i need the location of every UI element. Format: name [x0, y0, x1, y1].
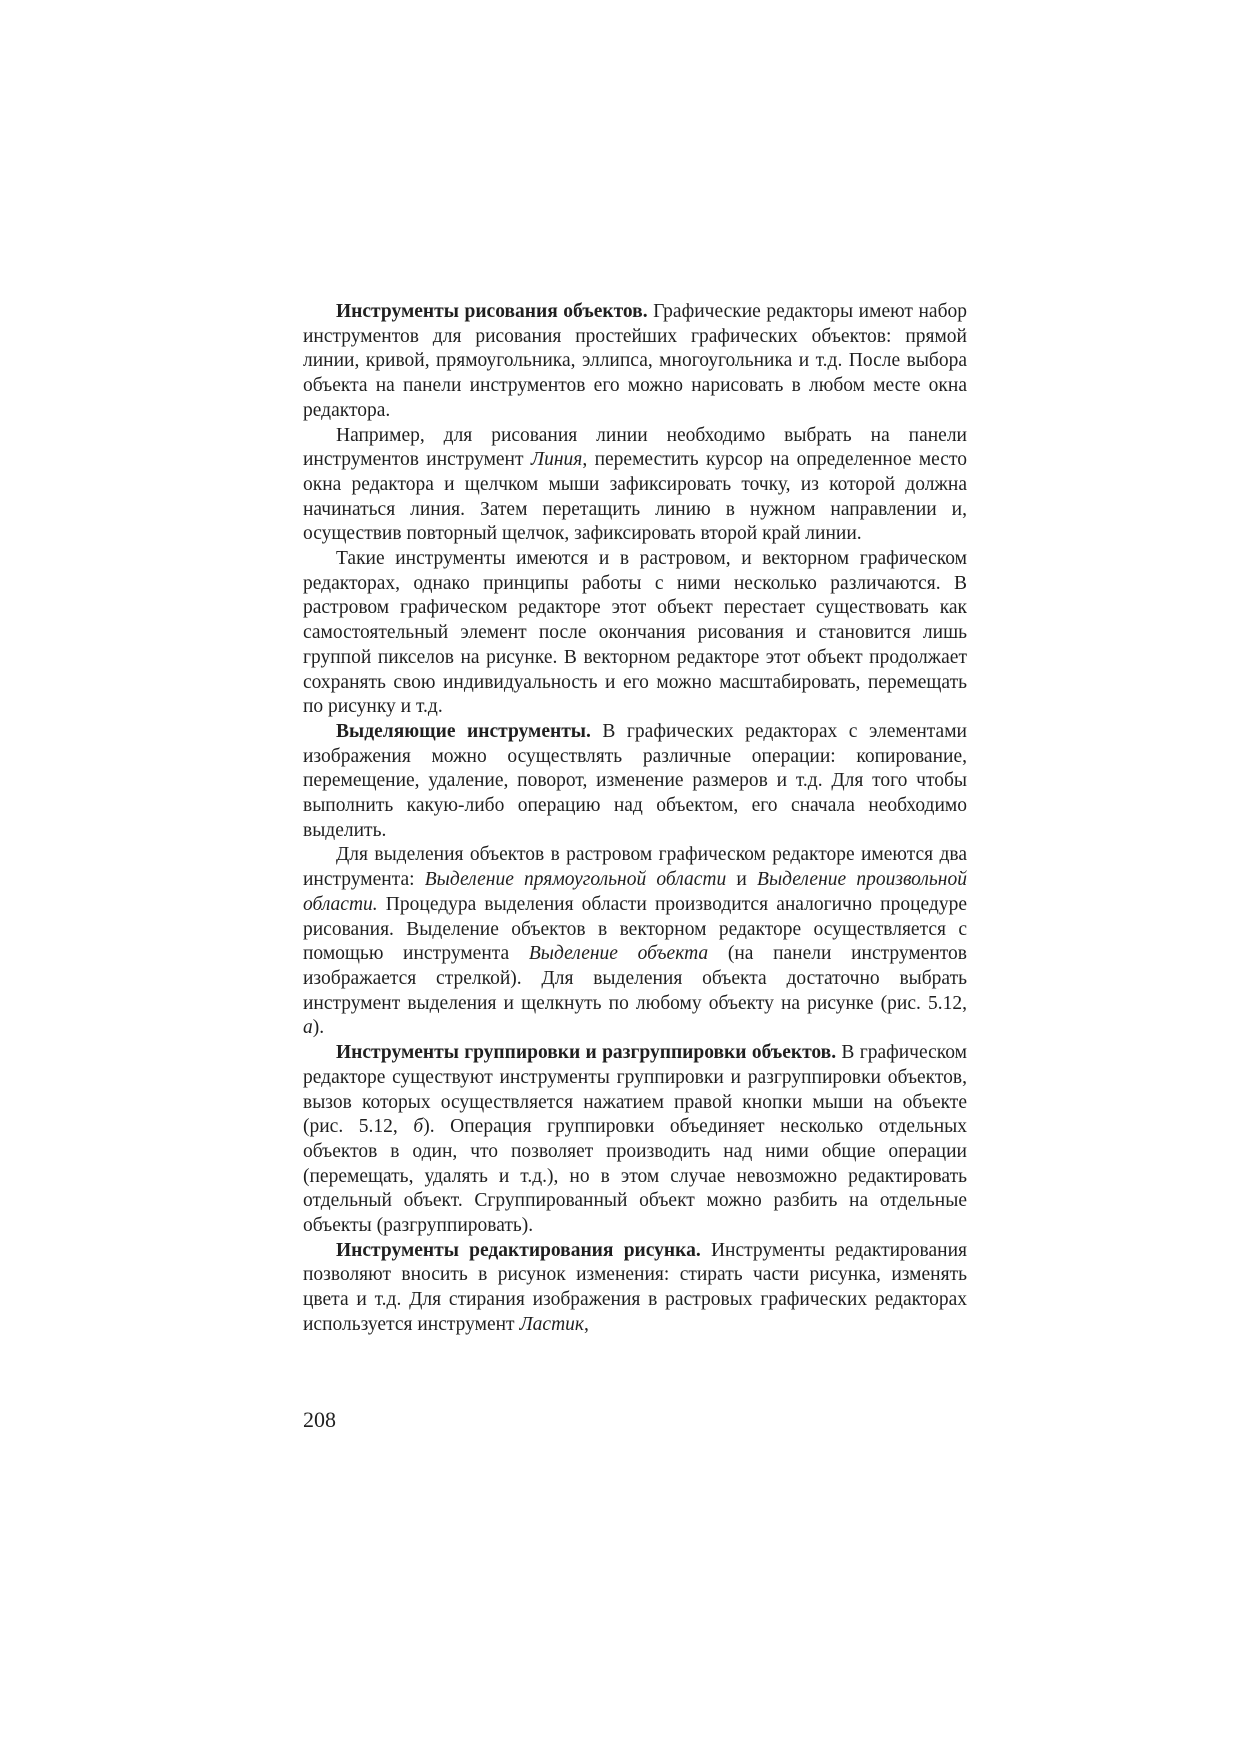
- text-run: Инструменты редактирования позволяют вносить в рисунок изменения: стирать части рисунка, изменять цвета и т.д. Для стирания изображения в растровых графических редакторах используется инструмент: [303, 1239, 967, 1335]
- text-run: (на панели инструментов изображается стрелкой). Для выделения объекта достаточно выбрать инструмент выделения и щелкнуть по любому объекту на рисунке (рис. 5.12,: [303, 943, 968, 1014]
- text-run: ,: [584, 1313, 589, 1335]
- text-run: ).: [312, 1017, 325, 1039]
- text-run: В графических редакторах с элементами изображения можно осуществлять различные операции: копирование, перемещение, удаление, поворот, изменение размеров и т.д. Для того чтобы выполнить какую-либо операцию над объектом, его сначала необходимо выделить.: [303, 720, 967, 841]
- body-text: [303, 300, 967, 1338]
- page-number: 208: [303, 1407, 336, 1432]
- text-run: и: [726, 869, 758, 891]
- paragraph-heading: Инструменты редактирования рисунка.: [336, 1239, 701, 1261]
- paragraph-heading: Инструменты рисования объектов.: [336, 301, 648, 322]
- italic-term: б: [413, 1116, 424, 1138]
- paragraph: [303, 300, 967, 424]
- paragraph-heading: Инструменты группировки и разгруппировки объектов.: [336, 1042, 837, 1064]
- italic-term: Выделение прямоугольной области: [424, 869, 727, 891]
- paragraph: [303, 843, 967, 1041]
- italic-term: Линия: [530, 449, 583, 471]
- text-run: Например, для рисования линии необходимо выбрать на панели инструментов инструмент: [303, 424, 967, 471]
- italic-term: Ластик: [519, 1313, 585, 1335]
- text-run: В графическом редакторе существуют инструменты группировки и разгруппировки объектов, вызов которых осуществляется нажатием правой кнопки мыши на объекте (рис. 5.12,: [303, 1042, 967, 1138]
- paragraph: [303, 1041, 967, 1239]
- text-run: Графические редакторы имеют набор инструментов для рисования простейших графических объектов: прямой линии, кривой, прямоугольника, эллипса, многоугольника и т.д. После выбора объекта на панели инструментов его можно нарисовать в любом месте окна редактора.: [303, 301, 967, 421]
- text-run: Такие инструменты имеются и в растровом, и векторном графическом редакторах, однако принципы работы с ними несколько различаются. В растровом графическом редакторе этот объект перестает существовать как самостоятельный элемент после окончания рисования и становится лишь группой пикселов на рисунке. В векторном редакторе этот объект продолжает сохранять свою индивидуальность и его можно масштабировать, перемещать по рисунку и т.д.: [303, 548, 967, 718]
- italic-term: Выделение объекта: [528, 943, 709, 965]
- paragraph: [303, 547, 967, 720]
- italic-term: Выделение произвольной области.: [303, 869, 967, 915]
- paragraph: [303, 424, 967, 548]
- paragraph-heading: Выделяющие инструменты.: [336, 720, 591, 742]
- text-run: ). Операция группировки объединяет несколько отдельных объектов в один, что позволяет производить над ними общие операции (перемещать, удалять и т.д.), но в этом случае невозможно редактировать отдельный объект. Сгруппированный объект можно разбить на отдельные объекты (разгруппировать).: [303, 1116, 967, 1237]
- paragraph: [303, 1239, 967, 1338]
- paragraph: [303, 720, 967, 844]
- text-run: , переместить курсор на определенное место окна редактора и щелчком мыши зафиксировать точку, из которой должна начинаться линия. Затем перетащить линию в нужном направлении и, осуществив повторный щелчок, зафиксировать второй край линии.: [303, 449, 967, 545]
- italic-term: а: [303, 1017, 313, 1039]
- text-run: Для выделения объектов в растровом графическом редакторе имеются два инструмента:: [303, 844, 967, 891]
- text-run: Процедура выделения области производится аналогично процедуре рисования. Выделение объектов в векторном редакторе осуществляется с помощью инструмента: [303, 893, 967, 965]
